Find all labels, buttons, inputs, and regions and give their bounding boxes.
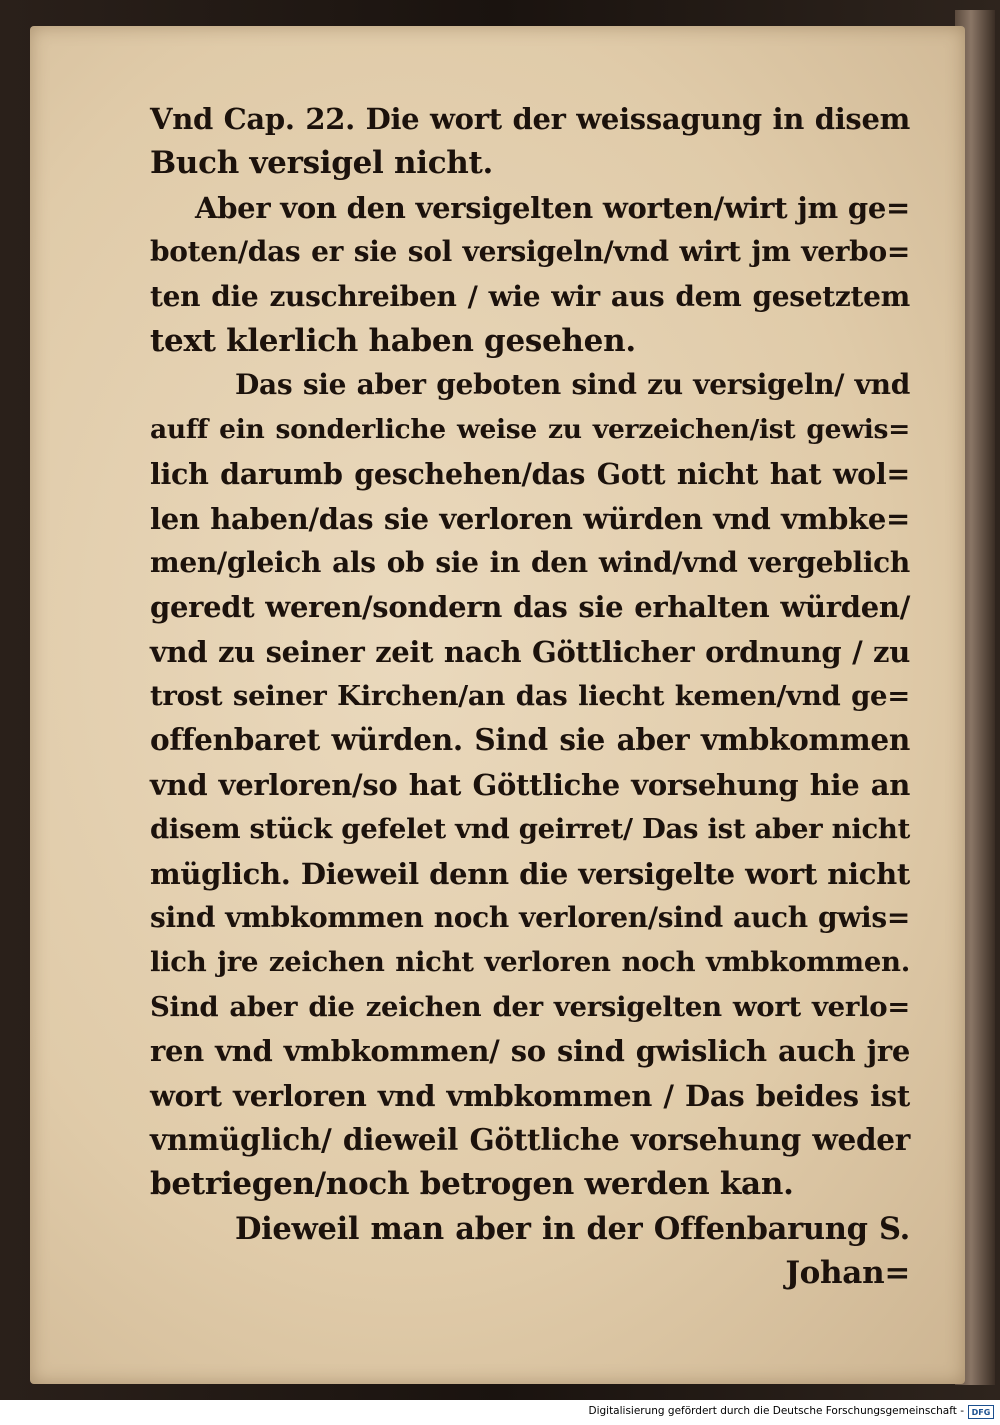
text-line: Das sie aber geboten sind zu versigeln/ vnd <box>235 368 910 402</box>
text-line: vnmüglich/ dieweil Göttliche vorsehung weder <box>150 1121 910 1157</box>
text-line: disem stück gefelet vnd geirret/ Das ist aber nicht <box>150 813 911 846</box>
funding-credit: Digitalisierung gefördert durch die Deutsche Forschungsgemeinschaft - <box>588 1405 964 1417</box>
text-line: trost seiner Kirchen/an das liecht kemen/vnd ge= <box>150 680 910 713</box>
text-line: len haben/das sie verloren würden vnd vmbke= <box>150 501 910 536</box>
text-line: auff ein sonderliche weise zu verzeichen/ist gewis= <box>150 413 910 445</box>
text-line: Vnd Cap. 22. Die wort der weissagung in disem <box>150 102 910 136</box>
text-line: ren vnd vmbkommen/ so sind gwislich auch jre <box>150 1034 910 1069</box>
text-line: geredt weren/sondern das sie erhalten würden/ <box>150 590 910 625</box>
text-line: Aber von den versigelten worten/wirt jm ge= <box>195 190 910 225</box>
text-line: sind vmbkommen noch verloren/sind auch gwis= <box>150 901 910 935</box>
text-line: Sind aber die zeichen der versigelten wort verlo= <box>150 990 910 1023</box>
text-line: Dieweil man aber in der Offenbarung S. <box>235 1210 910 1247</box>
dfg-logo: DFG <box>968 1405 994 1419</box>
text-line: lich darumb geschehen/das Gott nicht hat wol= <box>150 457 910 492</box>
text-line: vnd zu seiner zeit nach Göttlicher ordnung / zu <box>150 634 910 669</box>
text-line: text klerlich haben gesehen. <box>150 322 636 359</box>
catchword: Johan= <box>785 1255 910 1292</box>
text-line: lich jre zeichen nicht verloren noch vmbkommen. <box>150 946 910 979</box>
text-line: ten die zuschreiben / wie wir aus dem gesetztem <box>150 279 910 313</box>
text-line: wort verloren vnd vmbkommen / Das beides ist <box>150 1078 910 1113</box>
text-line: boten/das er sie sol versigeln/vnd wirt jm verbo= <box>150 235 910 269</box>
page-text <box>150 97 910 1296</box>
text-line: offenbaret würden. Sind sie aber vmbkommen <box>150 722 910 758</box>
text-line: men/gleich als ob sie in den wind/vnd vergeblich <box>150 545 910 579</box>
text-line: Buch versigel nicht. <box>150 145 494 182</box>
text-line: vnd verloren/so hat Göttliche vorsehung hie an <box>150 767 910 802</box>
text-line: betriegen/noch betrogen werden kan. <box>150 1166 794 1203</box>
footer-bar <box>0 1400 1000 1425</box>
text-line: müglich. Dieweil denn die versigelte wort nicht <box>150 856 910 891</box>
